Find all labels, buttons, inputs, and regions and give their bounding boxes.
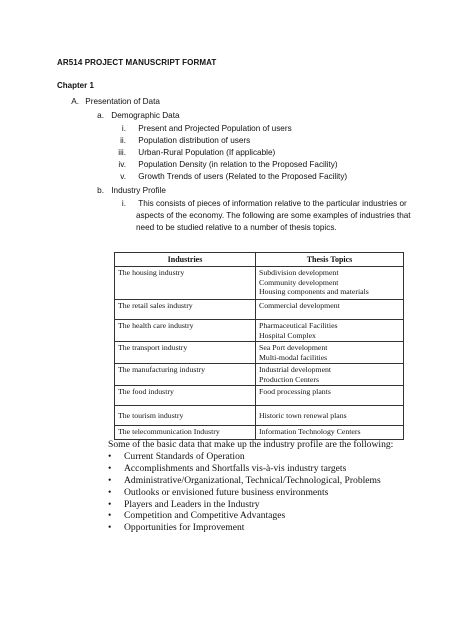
list-item-text: Accomplishments and Shortfalls vis-à-vis industry targets — [124, 462, 347, 474]
list-item — [108, 522, 381, 534]
topic: Housing components and materials — [259, 287, 369, 297]
topics-cell — [256, 320, 404, 342]
header-industries: Industries — [115, 253, 256, 267]
list-item-text: Outlooks or envisioned future business environments — [124, 486, 329, 498]
list-item — [108, 510, 381, 522]
list-item-text: Competition and Competitive Advantages — [124, 510, 286, 522]
industry-cell: The manufacturing industry — [115, 364, 256, 386]
list-item-text: Opportunities for Improvement — [124, 522, 245, 534]
list-item-text: Players and Leaders in the Industry — [124, 498, 260, 510]
list-item — [108, 487, 381, 499]
demographic-item — [112, 172, 347, 182]
outline-marker: A. — [71, 97, 79, 106]
topic: Pharmaceutical Facilities — [259, 321, 338, 331]
list-item — [108, 451, 381, 463]
outline-item-industry-profile — [96, 186, 166, 196]
topics-cell — [256, 386, 404, 406]
table-row — [115, 406, 404, 426]
demographic-item — [112, 160, 338, 170]
table-row — [115, 267, 404, 300]
bullet-icon: • — [108, 451, 112, 462]
table-row — [115, 426, 404, 440]
bullet-icon: • — [108, 498, 112, 510]
table-row — [115, 320, 404, 342]
list-item-text: Administrative/Organizational, Technical/Technological, Problems — [124, 474, 381, 486]
basic-data-intro: Some of the basic data that make up the industry profile are the following: — [108, 439, 394, 450]
topic: Sea Port development — [259, 343, 328, 353]
outline-marker: i. — [121, 124, 126, 133]
list-item — [108, 475, 381, 487]
table-header-row — [115, 253, 404, 267]
topic: Community development — [259, 277, 339, 287]
topics-cell — [256, 364, 404, 386]
intro-line: This consists of pieces of information relative to the particular industries or — [138, 199, 407, 208]
bullet-icon: • — [108, 474, 112, 486]
industry-cell: The health care industry — [115, 320, 256, 342]
demographic-item — [112, 148, 275, 158]
topic: Production Centers — [259, 374, 319, 384]
outline-marker: v. — [120, 172, 126, 181]
topic: Commercial development — [259, 301, 340, 311]
outline-item-demographic — [96, 111, 180, 121]
bullet-icon: • — [108, 462, 112, 474]
industry-cell: The tourism industry — [115, 406, 256, 426]
topic: Industrial development — [259, 365, 332, 375]
document-title: AR514 PROJECT MANUSCRIPT FORMAT — [57, 58, 217, 67]
topics-cell — [256, 342, 404, 364]
outline-text: Industry Profile — [111, 186, 166, 195]
topic: Food processing plants — [259, 387, 331, 397]
list-item — [108, 499, 381, 511]
topics-cell — [256, 267, 404, 300]
intro-line: need to be studied relative to a number of thesis topics. — [136, 223, 337, 232]
outline-text: Present and Projected Population of users — [138, 124, 292, 133]
industry-cell: The housing industry — [115, 267, 256, 300]
outline-item-a — [69, 97, 160, 107]
outline-marker: ii. — [120, 136, 126, 145]
table-row — [115, 386, 404, 406]
intro-line: aspects of the economy. The following are some examples of industries that — [136, 211, 411, 220]
outline-text: Demographic Data — [111, 111, 180, 120]
outline-marker: a. — [97, 111, 104, 120]
list-item — [108, 463, 381, 475]
topics-cell — [256, 300, 404, 320]
industry-cell: The retail sales industry — [115, 300, 256, 320]
topic: Hospital Complex — [259, 330, 316, 340]
outline-text: Urban-Rural Population (If applicable) — [138, 148, 276, 157]
chapter-heading: Chapter 1 — [57, 81, 94, 90]
bullet-icon: • — [108, 522, 112, 534]
outline-marker: iv. — [118, 160, 126, 169]
topic: Multi-modal facilities — [259, 352, 328, 362]
topic: Subdivision development — [259, 268, 339, 278]
topics-cell — [256, 406, 404, 426]
outline-marker: i. — [121, 199, 126, 208]
basic-data-list — [108, 451, 381, 534]
bullet-icon: • — [108, 486, 112, 498]
topic: Information Technology Centers — [259, 427, 361, 437]
outline-text: Growth Trends of users (Related to the Proposed Facility) — [138, 172, 348, 181]
bullet-icon: • — [108, 510, 112, 522]
outline-text: Population Density (in relation to the Proposed Facility) — [138, 160, 338, 169]
demographic-item — [112, 124, 292, 134]
industry-cell: The telecommunication Industry — [115, 426, 256, 440]
industries-table — [114, 252, 404, 440]
industry-cell: The transport industry — [115, 342, 256, 364]
topics-cell — [256, 426, 404, 440]
outline-text: Presentation of Data — [85, 97, 160, 106]
demographic-item — [112, 136, 250, 146]
outline-text: Population distribution of users — [138, 136, 251, 145]
topic: Historic town renewal plans — [259, 411, 347, 421]
table-row — [115, 300, 404, 320]
outline-marker: b. — [97, 186, 104, 195]
table-row — [115, 342, 404, 364]
industry-intro — [112, 199, 407, 209]
industry-cell: The food industry — [115, 386, 256, 406]
table-row — [115, 364, 404, 386]
list-item-text: Current Standards of Operation — [124, 451, 245, 462]
header-thesis-topics: Thesis Topics — [256, 253, 404, 267]
outline-marker: iii. — [118, 148, 126, 157]
